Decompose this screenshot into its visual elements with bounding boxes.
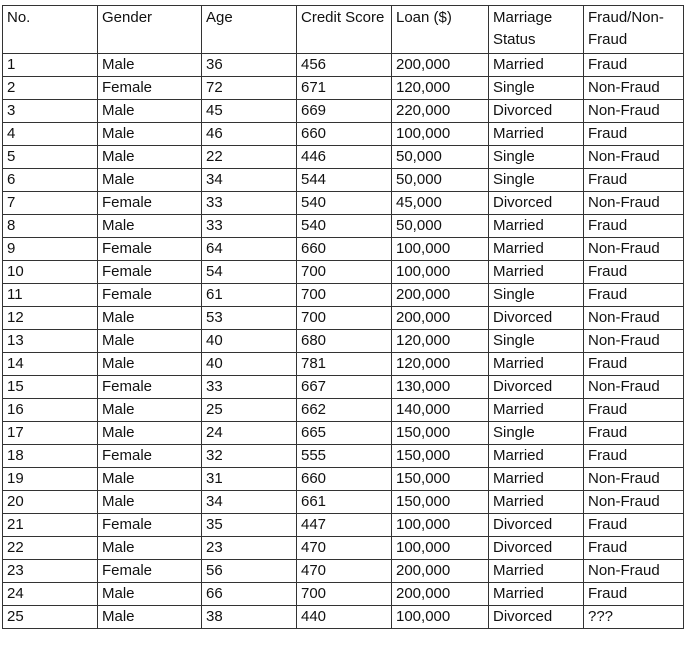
cell-age: 33 [202,376,297,399]
cell-credit-score: 667 [297,376,392,399]
cell-marriage-status: Married [489,399,584,422]
cell-loan: 100,000 [392,537,489,560]
cell-fraud-status: Non-Fraud [584,192,684,215]
cell-age: 40 [202,353,297,376]
cell-age: 66 [202,583,297,606]
cell-age: 64 [202,238,297,261]
cell-credit-score: 470 [297,537,392,560]
cell-no: 22 [3,537,98,560]
cell-gender: Male [98,307,202,330]
cell-loan: 200,000 [392,307,489,330]
column-header-no: No. [3,6,98,54]
cell-marriage-status: Divorced [489,376,584,399]
cell-loan: 120,000 [392,330,489,353]
cell-gender: Male [98,399,202,422]
cell-no: 20 [3,491,98,514]
cell-gender: Female [98,284,202,307]
cell-fraud-status: Non-Fraud [584,560,684,583]
cell-no: 24 [3,583,98,606]
cell-loan: 100,000 [392,238,489,261]
cell-marriage-status: Married [489,123,584,146]
cell-fraud-status: Fraud [584,169,684,192]
cell-no: 15 [3,376,98,399]
cell-age: 23 [202,537,297,560]
cell-fraud-status: Fraud [584,514,684,537]
cell-credit-score: 540 [297,192,392,215]
cell-no: 2 [3,77,98,100]
cell-loan: 100,000 [392,606,489,629]
cell-age: 35 [202,514,297,537]
cell-no: 11 [3,284,98,307]
cell-gender: Female [98,560,202,583]
cell-no: 18 [3,445,98,468]
cell-gender: Male [98,54,202,77]
cell-no: 17 [3,422,98,445]
table-row [3,54,684,77]
cell-loan: 120,000 [392,353,489,376]
cell-marriage-status: Married [489,445,584,468]
cell-credit-score: 470 [297,560,392,583]
cell-fraud-status: Non-Fraud [584,307,684,330]
cell-no: 6 [3,169,98,192]
cell-fraud-status: Non-Fraud [584,77,684,100]
cell-marriage-status: Married [489,491,584,514]
cell-marriage-status: Divorced [489,514,584,537]
cell-no: 8 [3,215,98,238]
cell-no: 3 [3,100,98,123]
cell-credit-score: 700 [297,261,392,284]
cell-age: 32 [202,445,297,468]
cell-age: 25 [202,399,297,422]
cell-gender: Male [98,330,202,353]
cell-credit-score: 660 [297,123,392,146]
table-row [3,100,684,123]
cell-fraud-status: Non-Fraud [584,468,684,491]
cell-fraud-status: Fraud [584,422,684,445]
cell-credit-score: 671 [297,77,392,100]
cell-gender: Female [98,238,202,261]
cell-age: 36 [202,54,297,77]
table-row [3,215,684,238]
cell-loan: 150,000 [392,468,489,491]
column-header-marriage-status: Marriage Status [489,6,584,54]
loan-fraud-table [2,5,684,629]
cell-loan: 45,000 [392,192,489,215]
cell-credit-score: 700 [297,284,392,307]
cell-fraud-status: Fraud [584,399,684,422]
cell-loan: 200,000 [392,560,489,583]
cell-marriage-status: Married [489,54,584,77]
cell-credit-score: 661 [297,491,392,514]
table-row [3,514,684,537]
cell-gender: Male [98,468,202,491]
cell-loan: 150,000 [392,491,489,514]
cell-credit-score: 660 [297,468,392,491]
table-row [3,491,684,514]
cell-age: 53 [202,307,297,330]
cell-loan: 100,000 [392,123,489,146]
table-row [3,123,684,146]
cell-credit-score: 540 [297,215,392,238]
cell-age: 34 [202,491,297,514]
table-row [3,146,684,169]
cell-loan: 100,000 [392,514,489,537]
cell-age: 46 [202,123,297,146]
table-row [3,307,684,330]
cell-gender: Female [98,445,202,468]
cell-marriage-status: Married [489,215,584,238]
cell-loan: 100,000 [392,261,489,284]
cell-no: 7 [3,192,98,215]
cell-loan: 200,000 [392,583,489,606]
cell-credit-score: 456 [297,54,392,77]
column-header-age: Age [202,6,297,54]
cell-no: 4 [3,123,98,146]
cell-age: 56 [202,560,297,583]
table-row [3,537,684,560]
table-row [3,376,684,399]
cell-no: 5 [3,146,98,169]
cell-loan: 120,000 [392,77,489,100]
cell-marriage-status: Single [489,422,584,445]
cell-credit-score: 700 [297,307,392,330]
cell-marriage-status: Single [489,330,584,353]
cell-fraud-status: Non-Fraud [584,330,684,353]
cell-gender: Male [98,491,202,514]
cell-marriage-status: Single [489,77,584,100]
cell-age: 61 [202,284,297,307]
cell-fraud-status: Fraud [584,123,684,146]
table-row [3,261,684,284]
cell-no: 19 [3,468,98,491]
table-row [3,169,684,192]
cell-gender: Male [98,422,202,445]
cell-gender: Female [98,77,202,100]
cell-no: 14 [3,353,98,376]
cell-no: 9 [3,238,98,261]
cell-credit-score: 447 [297,514,392,537]
cell-no: 12 [3,307,98,330]
cell-gender: Male [98,606,202,629]
cell-gender: Male [98,169,202,192]
cell-marriage-status: Married [489,261,584,284]
cell-credit-score: 665 [297,422,392,445]
cell-marriage-status: Single [489,284,584,307]
cell-gender: Female [98,261,202,284]
cell-fraud-status: Non-Fraud [584,146,684,169]
table-row [3,468,684,491]
cell-marriage-status: Single [489,146,584,169]
cell-fraud-status: Fraud [584,583,684,606]
column-header-gender: Gender [98,6,202,54]
cell-loan: 220,000 [392,100,489,123]
cell-age: 45 [202,100,297,123]
cell-marriage-status: Married [489,238,584,261]
cell-loan: 140,000 [392,399,489,422]
cell-marriage-status: Divorced [489,537,584,560]
table-row [3,583,684,606]
cell-no: 23 [3,560,98,583]
cell-gender: Male [98,146,202,169]
table-header-row [3,6,684,54]
cell-loan: 150,000 [392,422,489,445]
cell-marriage-status: Married [489,468,584,491]
cell-fraud-status: Fraud [584,54,684,77]
cell-age: 24 [202,422,297,445]
cell-fraud-status: Fraud [584,261,684,284]
table-row [3,445,684,468]
cell-credit-score: 660 [297,238,392,261]
cell-age: 33 [202,215,297,238]
cell-age: 31 [202,468,297,491]
cell-credit-score: 555 [297,445,392,468]
cell-age: 40 [202,330,297,353]
cell-fraud-status: Fraud [584,284,684,307]
cell-no: 10 [3,261,98,284]
cell-gender: Female [98,376,202,399]
cell-age: 38 [202,606,297,629]
cell-fraud-status: Fraud [584,445,684,468]
column-header-loan: Loan ($) [392,6,489,54]
cell-fraud-status: Fraud [584,215,684,238]
cell-no: 16 [3,399,98,422]
table-row [3,399,684,422]
cell-gender: Male [98,123,202,146]
cell-no: 1 [3,54,98,77]
cell-gender: Male [98,537,202,560]
cell-credit-score: 669 [297,100,392,123]
cell-credit-score: 446 [297,146,392,169]
cell-no: 25 [3,606,98,629]
cell-gender: Male [98,100,202,123]
cell-marriage-status: Divorced [489,606,584,629]
cell-fraud-status: Non-Fraud [584,238,684,261]
cell-fraud-status: Fraud [584,537,684,560]
table-row [3,238,684,261]
cell-marriage-status: Divorced [489,100,584,123]
cell-credit-score: 662 [297,399,392,422]
column-header-fraud-status: Fraud/Non-Fraud [584,6,684,54]
cell-age: 34 [202,169,297,192]
table-row [3,284,684,307]
cell-credit-score: 544 [297,169,392,192]
cell-fraud-status: Non-Fraud [584,491,684,514]
cell-gender: Female [98,514,202,537]
cell-fraud-status: ??? [584,606,684,629]
cell-loan: 50,000 [392,169,489,192]
cell-gender: Male [98,583,202,606]
cell-loan: 50,000 [392,215,489,238]
table-row [3,422,684,445]
cell-gender: Female [98,192,202,215]
cell-marriage-status: Single [489,169,584,192]
cell-gender: Male [98,353,202,376]
cell-credit-score: 700 [297,583,392,606]
cell-loan: 200,000 [392,284,489,307]
table-row [3,353,684,376]
column-header-credit-score: Credit Score [297,6,392,54]
cell-gender: Male [98,215,202,238]
table-row [3,606,684,629]
cell-fraud-status: Non-Fraud [584,376,684,399]
table-row [3,192,684,215]
cell-marriage-status: Married [489,560,584,583]
table-body [3,54,684,629]
cell-loan: 50,000 [392,146,489,169]
cell-marriage-status: Divorced [489,307,584,330]
cell-marriage-status: Married [489,583,584,606]
cell-credit-score: 781 [297,353,392,376]
cell-credit-score: 440 [297,606,392,629]
cell-loan: 150,000 [392,445,489,468]
table-row [3,77,684,100]
cell-no: 21 [3,514,98,537]
cell-age: 33 [202,192,297,215]
cell-loan: 200,000 [392,54,489,77]
cell-credit-score: 680 [297,330,392,353]
cell-fraud-status: Non-Fraud [584,100,684,123]
cell-age: 22 [202,146,297,169]
cell-loan: 130,000 [392,376,489,399]
cell-marriage-status: Divorced [489,192,584,215]
cell-age: 72 [202,77,297,100]
table-row [3,560,684,583]
table-row [3,330,684,353]
cell-marriage-status: Married [489,353,584,376]
cell-fraud-status: Fraud [584,353,684,376]
cell-age: 54 [202,261,297,284]
cell-no: 13 [3,330,98,353]
